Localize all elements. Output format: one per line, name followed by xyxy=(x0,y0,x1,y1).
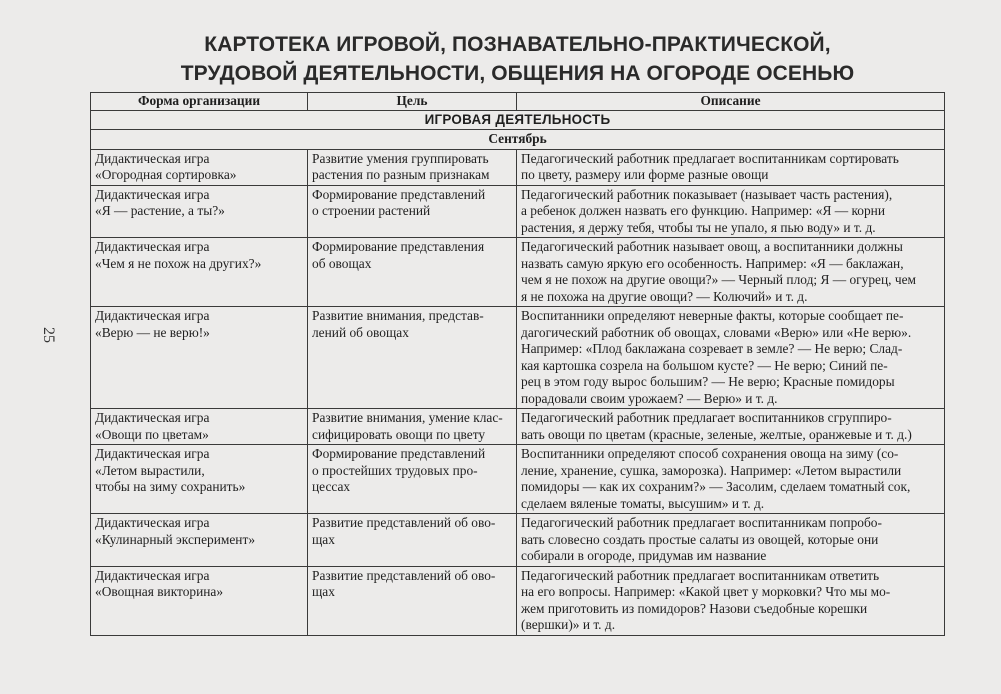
goal-line: Развитие представлений об ово- xyxy=(312,515,496,530)
description-line: Педагогический работник показывает (называет часть растения), xyxy=(521,186,893,202)
goal-cell xyxy=(308,149,517,185)
form-line: Дидактическая игра xyxy=(95,515,210,530)
form-line: Дидактическая игра xyxy=(95,150,210,166)
description-line: жем приготовить из помидоров? Назови съедобные корешки xyxy=(521,600,868,616)
title-line: ТРУДОВОЙ ДЕЯТЕЛЬНОСТИ, ОБЩЕНИЯ НА ОГОРОДЕ ОСЕНЬЮ xyxy=(180,62,855,85)
goal-cell xyxy=(308,566,517,635)
page-title xyxy=(95,30,940,88)
form-cell xyxy=(91,409,308,445)
description-line: Педагогический работник предлагает воспитанников сгруппиро- xyxy=(521,410,892,425)
form-line: «Овощи по цветам» xyxy=(95,426,209,442)
table-row xyxy=(91,514,945,567)
form-line: «Верю — не верю!» xyxy=(95,324,210,340)
form-line: Дидактическая игра xyxy=(95,410,210,425)
goal-line: Развитие умения группировать xyxy=(312,150,489,166)
form-line: Дидактическая игра xyxy=(95,567,210,583)
section-row xyxy=(91,110,945,130)
form-line: «Летом вырастили, xyxy=(95,462,205,478)
goal-line: о строении растений xyxy=(312,203,431,218)
form-cell xyxy=(91,149,308,185)
description-line: (вершки)» и т. д. xyxy=(521,617,616,632)
goal-line: об овощах xyxy=(312,255,372,271)
description-cell xyxy=(517,185,945,238)
header-goal: Цель xyxy=(308,93,517,111)
form-line: Дидактическая игра xyxy=(95,446,210,461)
description-line: сделаем вяленые томаты, высушим» и т. д. xyxy=(521,495,765,511)
goal-cell xyxy=(308,409,517,445)
description-cell xyxy=(517,409,945,445)
goal-cell xyxy=(308,445,517,514)
description-line: чем я не похож на другие овощи?» — Черный плод; Я — огурец, чем xyxy=(521,272,917,287)
description-line: по цвету, размеру или форме разные овощи xyxy=(521,167,769,182)
form-cell xyxy=(91,185,308,238)
description-cell xyxy=(517,566,945,635)
goal-line: Формирование представлений xyxy=(312,446,486,461)
description-line: Педагогический работник предлагает воспитанникам ответить xyxy=(521,567,880,583)
description-cell xyxy=(517,445,945,514)
form-line: чтобы на зиму сохранить» xyxy=(95,479,246,494)
description-line: Педагогический работник называет овощ, а воспитанники должны xyxy=(521,239,903,254)
table-row xyxy=(91,307,945,409)
form-line: Дидактическая игра xyxy=(95,239,210,254)
form-cell xyxy=(91,307,308,409)
table-row xyxy=(91,149,945,185)
page-number: 25 xyxy=(40,327,57,343)
goal-line: цессах xyxy=(312,479,351,494)
description-line: собирали в огороде, придумав им название xyxy=(521,548,767,563)
header-form: Форма организации xyxy=(91,93,308,111)
activity-table xyxy=(90,92,945,636)
description-line: Педагогический работник предлагает воспитанникам попробо- xyxy=(521,515,882,530)
description-line: кая картошка созрела на большом кусте? — Не верю; Синий пе- xyxy=(521,357,888,373)
form-line: «Кулинарный эксперимент» xyxy=(95,531,256,547)
goal-line: щах xyxy=(312,531,335,547)
description-line: вать словесно создать простые салаты из овощей, которые они xyxy=(521,531,879,547)
goal-line: Развитие представлений об ово- xyxy=(312,567,496,583)
form-cell xyxy=(91,238,308,307)
goal-line: лений об овощах xyxy=(312,324,409,340)
description-line: порадовали своим урожаем? — Верю» и т. д. xyxy=(521,390,778,406)
goal-cell xyxy=(308,238,517,307)
form-line: «Я — растение, а ты?» xyxy=(95,203,225,218)
description-line: ление, хранение, сушка, заморозка). Например: «Летом вырастили xyxy=(521,462,902,478)
form-line: «Чем я не похож на других?» xyxy=(95,255,262,271)
form-line: Дидактическая игра xyxy=(95,186,210,202)
description-line: назвать самую яркую его особенность. Например: «Я — баклажан, xyxy=(521,255,904,271)
goal-line: щах xyxy=(312,584,335,599)
form-line: Дидактическая игра xyxy=(95,308,210,323)
description-line: дагогический работник об овощах, словами «Верю» или «Не верю». xyxy=(521,324,912,340)
form-line: «Овощная викторина» xyxy=(95,584,224,599)
description-line: Воспитанники определяют способ сохранения овоща на зиму (со- xyxy=(521,446,899,461)
title-line: КАРТОТЕКА ИГРОВОЙ, ПОЗНАВАТЕЛЬНО-ПРАКТИЧЕСКОЙ, xyxy=(204,33,831,56)
table-row xyxy=(91,566,945,635)
description-line: вать овощи по цветам (красные, зеленые, желтые, оранжевые и т. д.) xyxy=(521,426,912,442)
table-row xyxy=(91,238,945,307)
form-cell xyxy=(91,566,308,635)
goal-cell xyxy=(308,307,517,409)
header-row xyxy=(91,93,945,111)
goal-line: Формирование представления xyxy=(312,239,485,254)
description-line: я не похожа на другие овощи? — Колючий» и т. д. xyxy=(521,288,808,304)
description-line: растения, я держу тебя, чтобы ты не упало, я пью воду» и т. д. xyxy=(521,219,876,235)
description-line: а ребенок должен назвать его функцию. Например: «Я — корни xyxy=(521,203,886,218)
table-row xyxy=(91,185,945,238)
description-cell xyxy=(517,238,945,307)
form-cell xyxy=(91,514,308,567)
form-cell xyxy=(91,445,308,514)
description-line: помидоры — как их сохраним?» — Засолим, сделаем томатный сок, xyxy=(521,479,911,494)
goal-line: Формирование представлений xyxy=(312,186,486,202)
month-label: Сентябрь xyxy=(91,130,945,150)
description-line: Воспитанники определяют неверные факты, которые сообщает пе- xyxy=(521,308,904,323)
goal-cell xyxy=(308,514,517,567)
goal-line: Развитие внимания, умение клас- xyxy=(312,410,503,425)
month-row xyxy=(91,130,945,150)
section-title: ИГРОВАЯ ДЕЯТЕЛЬНОСТЬ xyxy=(91,110,945,130)
description-line: Педагогический работник предлагает воспитанникам сортировать xyxy=(521,150,899,166)
description-cell xyxy=(517,149,945,185)
form-line: «Огородная сортировка» xyxy=(95,167,237,182)
goal-cell xyxy=(308,185,517,238)
description-cell xyxy=(517,307,945,409)
header-description: Описание xyxy=(517,93,945,111)
table-row xyxy=(91,409,945,445)
goal-line: Развитие внимания, представ- xyxy=(312,308,484,323)
goal-line: о простейших трудовых про- xyxy=(312,462,478,478)
description-line: на его вопросы. Например: «Какой цвет у морковки? Что мы мо- xyxy=(521,584,891,599)
description-line: Например: «Плод баклажана созревает в земле? — Не верю; Слад- xyxy=(521,341,903,356)
description-line: рец в этом году вырос большим? — Не верю; Красные помидоры xyxy=(521,374,895,389)
description-cell xyxy=(517,514,945,567)
goal-line: сифицировать овощи по цвету xyxy=(312,426,486,442)
table-row xyxy=(91,445,945,514)
goal-line: растения по разным признакам xyxy=(312,167,490,182)
